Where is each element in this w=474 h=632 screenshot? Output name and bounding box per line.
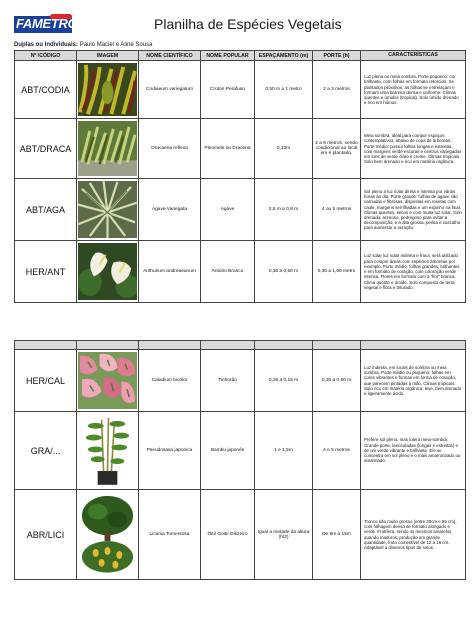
row-popular-name: Antúrio Branco [201, 241, 255, 303]
col-spacing-header [255, 341, 313, 350]
row-code: HER/CAL [15, 350, 77, 412]
row-traits: Tronco não muito grosso (entre 30cm e 65 cm), com folhagem densa de formato alongado e verde. Frutífera, sendo os mesmos amarelos quando maduros, produção em grande quantidade, fruto comestível de 12 a 16 cm. Adaptável a diversos tipos de solos. [361, 490, 466, 580]
row-popular-name: Agáve [201, 179, 255, 241]
row-spacing: 2,5 m a 0,8 m [255, 179, 313, 241]
page-header [14, 14, 464, 38]
col-code-header: Nº /CÓDIGO [15, 51, 77, 61]
row-scientific-name: Caladium bicolor [139, 350, 201, 412]
row-height: 2 a 6 metros, sendo condicional ao local em é plantado. [313, 119, 361, 179]
authors-label: Duplas ou Individuais: [14, 42, 79, 48]
row-scientific-name: Licania Tomentosa [139, 490, 201, 580]
col-popular-header: NOME POPULAR [201, 51, 255, 61]
col-image-header [77, 341, 139, 350]
row-traits: Sol pleno a luz solar direta e intensa por várias horas ao dia. Porte grande: folhas de agave são carnudas e fibrosas, dispostas em rosetas com caule, margens serrilhadas e um espinho na final. Climas quentes, secos e com muita luz solar. Solo drenado, arenoso, pedregoso para evitar a decomposição, e a alta grossa, perlita e cascalho para aumentar a seração. [361, 179, 466, 241]
col-scientific-header: NOME CIENTÍFICO [139, 51, 201, 61]
dracaena-plant-photo [77, 119, 139, 179]
row-scientific-name: Agave Variegata [139, 179, 201, 241]
table-row [15, 119, 466, 179]
fametro-logo [14, 14, 78, 36]
row-height: De 8m à 15m [313, 490, 361, 580]
row-traits: Prefere sol pleno, mas tolera meia-sombra. Grande porte, lanceoladas (longas e estreitas) e de um verde vibrante e brilhante. Ele se concentra em sol pleno e o mais amarronzado ou amarelado. [361, 412, 466, 490]
table-row [15, 241, 466, 303]
authors-line [14, 42, 152, 48]
row-traits: Luz solar luz solar indireta e fraca, será utilizado para compor áreas com espécies árbóreas por exemplo. Porte médio: folhas grandes, brilhantes e em formato de coração, com coloração verde intensa. Flores em formato com a "flor" branca. Clima quente e úmido. Solo composto de terra vegetal e fibra e triturado. [361, 241, 466, 303]
row-code: ABR/LICI [15, 490, 77, 580]
row-spacing: 1 e 1,5m [255, 412, 313, 490]
logo-text: FAMETRO [16, 16, 78, 31]
row-scientific-name: Anthurium andreaeanum [139, 241, 201, 303]
row-spacing: 0,30 a 0,50 m [255, 241, 313, 303]
species-table-1 [14, 50, 466, 303]
table-row [15, 412, 466, 490]
col-popular-header [201, 341, 255, 350]
col-spacing-header: ESPAÇAMENTO (m) [255, 51, 313, 61]
authors-value: Paulo Maciel e Aline Sousa [79, 42, 153, 48]
row-spacing: 0,33m [255, 119, 313, 179]
row-spacing: Igual a metade da altura (h/2) [255, 490, 313, 580]
row-traits: Luz plena ou meia sombra. Porte pequeno: cor brilhante, com folhas em formato retorcido. Se plantados próximos, as folhas se entrelaçam e formam uma barreira densa e uniforme. Climas quentes e úmidos (tropical). Solo úmido drenado e rico em húmus. [361, 61, 466, 119]
row-scientific-name: Codiaeum variegatum [139, 61, 201, 119]
col-scientific-header [139, 341, 201, 350]
row-height: 0,30 a 0,60 m [313, 350, 361, 412]
row-spacing: 0,25 a 0,15 m [255, 350, 313, 412]
row-popular-name: Tinhorão [201, 350, 255, 412]
table-row [15, 179, 466, 241]
col-height-header [313, 341, 361, 350]
col-code-header [15, 341, 77, 350]
oiti-tree-photo [77, 490, 139, 580]
table-header-row [15, 341, 466, 350]
row-popular-name: Croton Perafuso [201, 61, 255, 119]
row-height: 2 a 3 metros [313, 61, 361, 119]
table-row [15, 490, 466, 580]
table-header-row [15, 51, 466, 61]
agave-plant-photo [77, 179, 139, 241]
row-traits: Luz indireta, em locais de sombra ou meia sombra. Porte médio ou pequeno: folhas em cores vibrantes e formas em forma de coração, que parecem pintadas à mão. Climas tropicais. Solo rico em matéria orgânica, leve, bem drenado e ligeiramente ácido. [361, 350, 466, 412]
page-title: Planilha de Espécies Vegetais [154, 16, 342, 32]
row-traits: Meia sombra, ideal para compor espaços contemplativos, abaixo de copa de árboreas. Porte médio: possui folhas longas e estreitas, com margens verde escuras e centros variegados em tons de verde claro e creme. Climas tropicais. Solo bem drenado e rico em matéria orgânica. [361, 119, 466, 179]
row-scientific-name: Pseudosasa japonica [139, 412, 201, 490]
table-row [15, 61, 466, 119]
col-height-header: PORTE (h) [313, 51, 361, 61]
row-code: GRA/... [15, 412, 77, 490]
row-scientific-name: Dracaena reflexa [139, 119, 201, 179]
species-table-2 [14, 340, 466, 580]
row-height: 4 e 5 metros [313, 412, 361, 490]
col-image-header: IMAGEM [77, 51, 139, 61]
row-height: 4 ou 5 metros [313, 179, 361, 241]
row-code: ABT/CODIA [15, 61, 77, 119]
row-popular-name: Bambu japonês [201, 412, 255, 490]
col-traits-header: CARACTERÍSTICAS [361, 51, 466, 61]
row-code: HER/ANT [15, 241, 77, 303]
row-popular-name: Pleomele ou Dracena [201, 119, 255, 179]
bamboo-plant-photo [77, 412, 139, 490]
caladium-plant-photo [77, 350, 139, 412]
row-height: 0,30 a 1,00 metro [313, 241, 361, 303]
row-spacing: 0,50 m a 1 metro [255, 61, 313, 119]
row-code: ABT/DRACA [15, 119, 77, 179]
anthurium-plant-photo [77, 241, 139, 303]
row-popular-name: Oiti/ Goiti/ Oitizeiro [201, 490, 255, 580]
table-row [15, 350, 466, 412]
col-traits-header [361, 341, 466, 350]
croton-plant-photo [77, 61, 139, 119]
row-code: ABT/AGA [15, 179, 77, 241]
